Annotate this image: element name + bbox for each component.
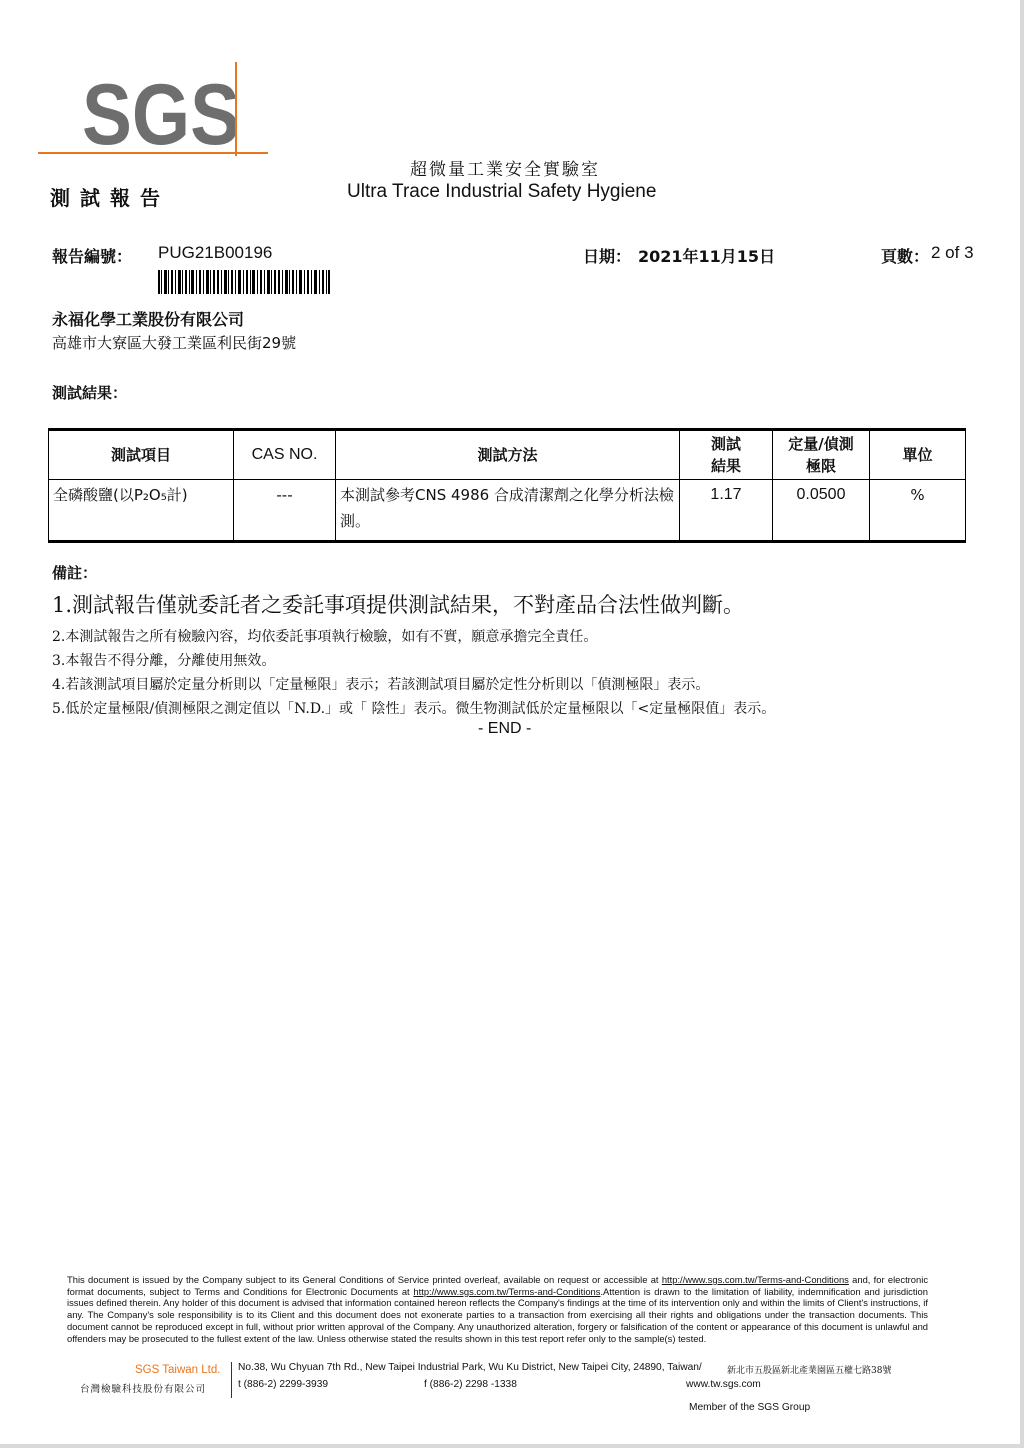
client-name: 永福化學工業股份有限公司 (52, 310, 245, 329)
footer-address-en: No.38, Wu Chyuan 7th Rd., New Taipei Industrial Park, Wu Ku District, New Taipei City, 24890, Taiwan/ (238, 1362, 702, 1373)
header-result-line2: 結果 (710, 457, 741, 475)
note-item-2: 2.本測試報告之所有檢驗內容，均依委託事項執行檢驗，如有不實，願意承擔完全責任。 (52, 629, 598, 645)
report-date: 2021年11月15日 (638, 247, 776, 266)
header-method: 測試方法 (336, 430, 680, 480)
disclaimer-part-b: and, for electronic format documents, subject to Terms and Conditions for Electronic Documents at (67, 1274, 929, 1297)
report-title: 測試報告 (50, 186, 170, 210)
footer-divider (231, 1362, 232, 1398)
terms-link-2[interactable]: http://www.sgs.com.tw/Terms-and-Conditions (413, 1285, 601, 1297)
lab-name-cn: 超微量工業安全實驗室 (410, 160, 600, 180)
date-label: 日期： (583, 247, 632, 266)
page-number: 2 of 3 (931, 243, 974, 262)
footer-tel: t (886-2) 2299-3939 (238, 1379, 329, 1390)
header-result-line1: 測試 (710, 435, 741, 453)
footer-fax: f (886-2) 2298 -1338 (424, 1379, 517, 1390)
note-item-1: 1.測試報告僅就委託者之委託事項提供測試結果，不對產品合法性做判斷。 (52, 593, 745, 617)
company-name-cn: 台灣檢驗科技股份有限公司 (80, 1384, 207, 1395)
note-item-3: 3.本報告不得分離，分離使用無效。 (52, 653, 276, 669)
table-row (49, 480, 966, 542)
header-limit-line2: 極限 (805, 457, 836, 475)
disclaimer (67, 1274, 928, 1344)
footer-website[interactable]: www.tw.sgs.com (686, 1379, 761, 1390)
notes-label: 備註： (52, 564, 98, 582)
page-edge-bottom (0, 1444, 1024, 1448)
report-no-label: 報告編號： (52, 247, 133, 266)
header-unit: 單位 (870, 430, 966, 480)
note-item-5: 5.低於定量極限/偵測極限之測定值以「N.D.」或「 陰性」表示。微生物測試低於定量極限以「<定量極限值」表示。 (52, 701, 776, 717)
note-item-4: 4.若該測試項目屬於定量分析則以「定量極限」表示；若該測試項目屬於定性分析則以「偵測極限」表示。 (52, 677, 710, 693)
svg-text:SGS: SGS (82, 67, 240, 158)
page-edge-right (1020, 0, 1024, 1448)
company-name-en: SGS Taiwan Ltd. (135, 1364, 221, 1376)
cell-limit: 0.0500 (773, 480, 870, 542)
cell-result: 1.17 (680, 480, 773, 542)
page-label: 頁數： (881, 247, 930, 266)
cell-unit: % (870, 480, 966, 542)
terms-link-1[interactable]: http://www.sgs.com.tw/Terms-and-Conditions (661, 1274, 849, 1285)
cell-cas: --- (234, 480, 336, 542)
client-address: 高雄市大寮區大發工業區利民街29號 (52, 334, 297, 352)
footer-address-cn: 新北市五股區新北產業園區五權七路38號 (727, 1366, 892, 1376)
cell-method: 本測試參考CNS 4986 合成清潔劑之化學分析法檢測。 (336, 480, 680, 542)
header-result (680, 430, 773, 480)
header-limit-line1: 定量/偵測 (788, 435, 854, 453)
header-limit (773, 430, 870, 480)
disclaimer-part-a: This document is issued by the Company subject to its General Conditions of Service printed overleaf, available on request or accessible at (67, 1274, 662, 1285)
table-header-row (49, 430, 966, 480)
report-no: PUG21B00196 (158, 243, 273, 262)
end-marker: - END - (478, 720, 532, 737)
header-cas: CAS NO. (234, 430, 336, 480)
barcode (158, 270, 330, 294)
results-label: 測試結果： (52, 384, 128, 402)
header-item: 測試項目 (49, 430, 234, 480)
cell-item: 全磷酸鹽(以P₂O₅計) (49, 480, 234, 542)
disclaimer-part-c: .Attention is drawn to the limitation of liability, indemnification and jurisdiction issues defined therein. Any holder of this document is advised that information contained hereon reflects the Company's findings at the time of its intervention only and within the limits of Client's instructions, if any. The Company's sole responsibility is to its Client and this document does not exonerate parties to a transaction from exercising all their rights and obligations under the transaction documents. This document cannot be reproduced except in full, without prior written approval of the Company. Any unauthorized alteration, forgery or falsification of the content or appearance of this document is unlawful and offenders may be prosecuted to the fullest extent of the law. Unless otherwise stated the results shown in this test report refer only to the sample(s) tested. (67, 1285, 928, 1344)
footer-member: Member of the SGS Group (689, 1402, 811, 1413)
lab-name-en: Ultra Trace Industrial Safety Hygiene (347, 181, 657, 202)
sgs-logo (38, 62, 270, 158)
results-table (48, 428, 966, 543)
